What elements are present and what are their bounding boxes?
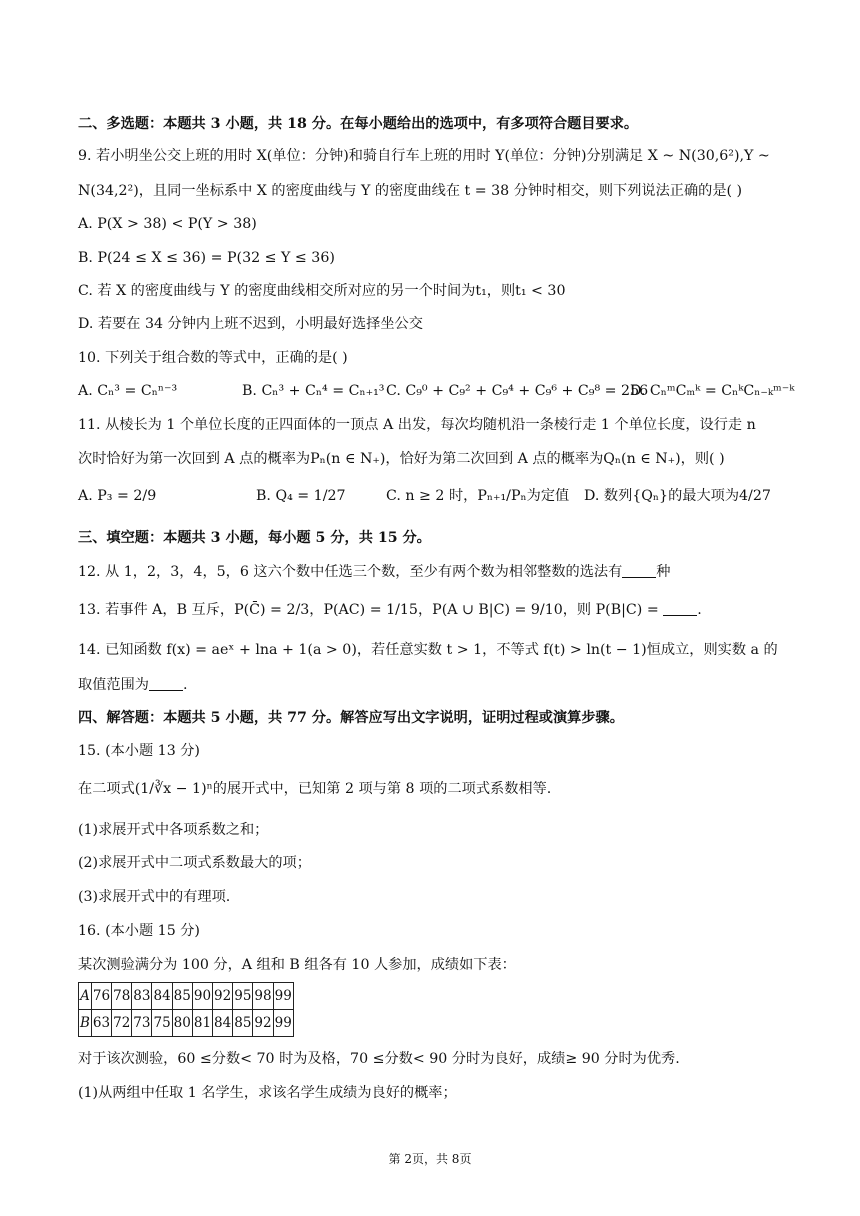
table-cell: 81 <box>192 1010 212 1037</box>
q10-option-d: D. CₙᵐCₘᵏ = CₙᵏCₙ₋ₖᵐ⁻ᵏ <box>630 383 795 399</box>
q12-tail: 种 <box>656 564 671 580</box>
q9-stem-line2: N(34,2²)，且同一坐标系中 X 的密度曲线与 Y 的密度曲线在 t = 38 分钟时相交，则下列说法正确的是( ) <box>78 183 743 199</box>
table-cell: 98 <box>253 983 273 1010</box>
q14-answer-blank <box>149 676 183 691</box>
table-cell: 90 <box>192 983 212 1010</box>
q15-stem: 在二项式(1/∛x − 1)ⁿ的展开式中，已知第 2 项与第 8 项的二项式系数相等. <box>78 781 552 797</box>
q11-option-a: A. P₃ = 2/9 <box>78 488 157 504</box>
q9-option-b: B. P(24 ≤ X ≤ 36) = P(32 ≤ Y ≤ 36) <box>78 250 335 266</box>
q12-answer-blank <box>622 563 656 578</box>
q9-option-c: C. 若 X 的密度曲线与 Y 的密度曲线相交所对应的另一个时间为t₁，则t₁ < 30 <box>78 283 566 299</box>
table-cell: 78 <box>112 983 132 1010</box>
table-cell: 63 <box>91 1010 111 1037</box>
q9-option-a: A. P(X > 38) < P(Y > 38) <box>78 216 257 232</box>
table-cell: 83 <box>132 983 152 1010</box>
section-fill-blank-heading: 三、填空题：本题共 3 小题，每小题 5 分，共 15 分。 <box>78 530 431 546</box>
q16-title: 16. (本小题 15 分) <box>78 923 200 939</box>
q12-stem <box>78 562 670 582</box>
q10-option-b: B. Cₙ³ + Cₙ⁴ = Cₙ₊₁³ <box>242 383 385 399</box>
table-cell: 80 <box>172 1010 192 1037</box>
q10-option-a: A. Cₙ³ = Cₙⁿ⁻³ <box>78 383 178 399</box>
q11-option-c: C. n ≥ 2 时，Pₙ₊₁/Pₙ为定值 <box>386 488 570 504</box>
table-cell: 99 <box>273 983 293 1010</box>
table-cell: 95 <box>233 983 253 1010</box>
section-multiple-choice-heading: 二、多选题：本题共 3 小题，共 18 分。在每小题给出的选项中，有多项符合题目要求。 <box>78 116 639 132</box>
q12-text: 12. 从 1，2，3，4，5，6 这六个数中任选三个数，至少有两个数为相邻整数的选法有 <box>78 564 623 580</box>
q14-text: 取值范围为 <box>78 677 149 693</box>
q14-stem-line2 <box>78 675 187 695</box>
table-cell: 92 <box>253 1010 273 1037</box>
table-cell: 85 <box>172 983 192 1010</box>
table-cell: 84 <box>152 983 172 1010</box>
q14-stem-line1: 14. 已知函数 f(x) = aeˣ + lna + 1(a > 0)，若任意实数 t > 1，不等式 f(t) > ln(t − 1)恒成立，则实数 a 的 <box>78 642 778 658</box>
table-cell: 72 <box>112 1010 132 1037</box>
page-footer: 第 2页，共 8页 <box>388 1152 472 1166</box>
q16-part1: (1)从两组中任取 1 名学生，求该名学生成绩为良好的概率； <box>78 1085 457 1101</box>
table-row-b <box>79 1010 294 1037</box>
section-answer-heading: 四、解答题：本题共 5 小题，共 77 分。解答应写出文字说明，证明过程或演算步骤。 <box>78 710 624 726</box>
q9-option-d: D. 若要在 34 分钟内上班不迟到，小明最好选择坐公交 <box>78 316 423 332</box>
q11-option-d: D. 数列{Qₙ}的最大项为4/27 <box>584 488 771 504</box>
q16-stem: 某次测验满分为 100 分，A 组和 B 组各有 10 人参加，成绩如下表： <box>78 957 516 973</box>
q9-stem-line1: 9. 若小明坐公交上班的用时 X(单位：分钟)和骑自行车上班的用时 Y(单位：分钟)分别满足 X ~ N(30,6²),Y ~ <box>78 148 770 164</box>
table-cell: 76 <box>91 983 111 1010</box>
q13-text: 13. 若事件 A，B 互斥，P(C̄) = 2/3，P(AC) = 1/15，P(A ∪ B|C) = 9/10，则 P(B|C) = <box>78 602 659 618</box>
table-cell: A <box>79 983 92 1010</box>
table-cell: 73 <box>132 1010 152 1037</box>
q15-title: 15. (本小题 13 分) <box>78 743 200 759</box>
q14-tail: . <box>182 677 188 693</box>
table-cell: 75 <box>152 1010 172 1037</box>
q15-part1: (1)求展开式中各项系数之和； <box>78 822 269 838</box>
q15-part3: (3)求展开式中的有理项. <box>78 889 231 905</box>
table-cell: B <box>79 1010 92 1037</box>
score-table <box>78 982 294 1037</box>
q13-tail: . <box>697 602 702 618</box>
q11-option-b: B. Q₄ = 1/27 <box>256 488 346 504</box>
table-cell: 99 <box>273 1010 293 1037</box>
q13-answer-blank <box>663 601 697 616</box>
table-cell: 85 <box>233 1010 253 1037</box>
table-row-a <box>79 983 294 1010</box>
table-cell: 92 <box>213 983 233 1010</box>
q11-stem-line2: 次时恰好为第一次回到 A 点的概率为Pₙ(n ∈ N₊)，恰好为第二次回到 A 点的概率为Qₙ(n ∈ N₊)，则( ) <box>78 451 725 467</box>
q16-grade-definition: 对于该次测验，60 ≤分数< 70 时为及格，70 ≤分数< 90 分时为良好，成绩≥ 90 分时为优秀. <box>78 1051 680 1067</box>
q10-stem: 10. 下列关于组合数的等式中，正确的是( ) <box>78 350 348 366</box>
table-cell: 84 <box>213 1010 233 1037</box>
q10-option-c: C. C₉⁰ + C₉² + C₉⁴ + C₉⁶ + C₉⁸ = 256 <box>386 383 649 399</box>
q13-stem <box>78 600 702 620</box>
q11-stem-line1: 11. 从棱长为 1 个单位长度的正四面体的一顶点 A 出发，每次均随机沿一条棱行走 1 个单位长度，设行走 n <box>78 417 756 433</box>
q15-part2: (2)求展开式中二项式系数最大的项； <box>78 855 311 871</box>
